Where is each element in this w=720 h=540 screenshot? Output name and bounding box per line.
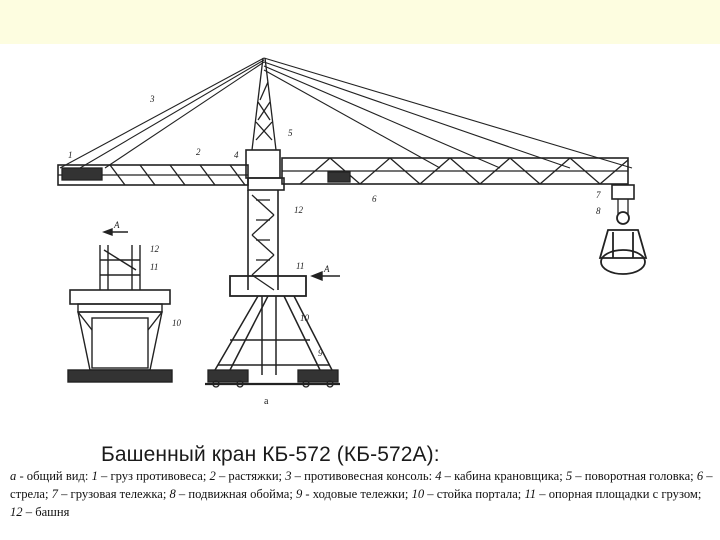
- boom: [282, 158, 628, 184]
- figure-title: Башенный кран КБ-572 (КБ-572А):: [101, 443, 440, 466]
- callout-7: 7: [596, 190, 601, 200]
- legend-item: 7 – грузовая тележка;: [51, 487, 170, 501]
- portal-frame: [215, 296, 332, 375]
- load-trolley: [612, 185, 634, 215]
- callout-6: 6: [372, 194, 377, 204]
- tower-mast: [248, 190, 278, 290]
- operator-cabin: [246, 150, 280, 178]
- inset-callout-10: 10: [172, 318, 181, 328]
- figure-legend: [10, 467, 714, 521]
- callout-3: 3: [150, 94, 155, 104]
- legend-item: 5 – поворотная головка;: [565, 469, 697, 483]
- callout-2: 2: [196, 147, 201, 157]
- legend-item: 2 – растяжки;: [209, 469, 286, 483]
- callout-4: 4: [234, 150, 239, 160]
- mast-head: [252, 58, 276, 150]
- legend-item: 12 – башня: [10, 505, 70, 519]
- callout-8: 8: [596, 206, 601, 216]
- callout-9: 9: [318, 348, 323, 358]
- callout-1: 1: [68, 150, 73, 160]
- callout-12: 12: [294, 205, 303, 215]
- legend-item: 4 – кабина крановщика;: [435, 469, 566, 483]
- legend-item: 8 – подвижная обойма;: [169, 487, 296, 501]
- slewing-head: [248, 178, 284, 190]
- figure-label: а: [264, 396, 269, 407]
- inset-callout-12: 12: [150, 244, 159, 254]
- legend-item: 6 – стрела;: [10, 469, 713, 501]
- view-arrow-label: А: [324, 264, 330, 274]
- callout-11: 11: [296, 261, 305, 271]
- legend-item: 9 - ходовые тележки;: [295, 487, 412, 501]
- legend-item: 10 – стойка портала;: [411, 487, 525, 501]
- stay-ropes: [60, 58, 632, 168]
- legend-item: 3 – противовесная консоль:: [285, 469, 436, 483]
- inset-callout-11: 11: [150, 262, 159, 272]
- inset-view-label: А: [114, 220, 120, 230]
- callout-5: 5: [288, 128, 293, 138]
- hook-block: [600, 212, 646, 274]
- legend-item: а - общий вид:: [10, 469, 92, 483]
- counter-jib: [58, 165, 248, 185]
- legend-item: 11 – опорная площадки с грузом;: [524, 487, 702, 501]
- legend-item: 1 – груз противовеса;: [91, 469, 210, 483]
- callout-10: 10: [300, 313, 309, 323]
